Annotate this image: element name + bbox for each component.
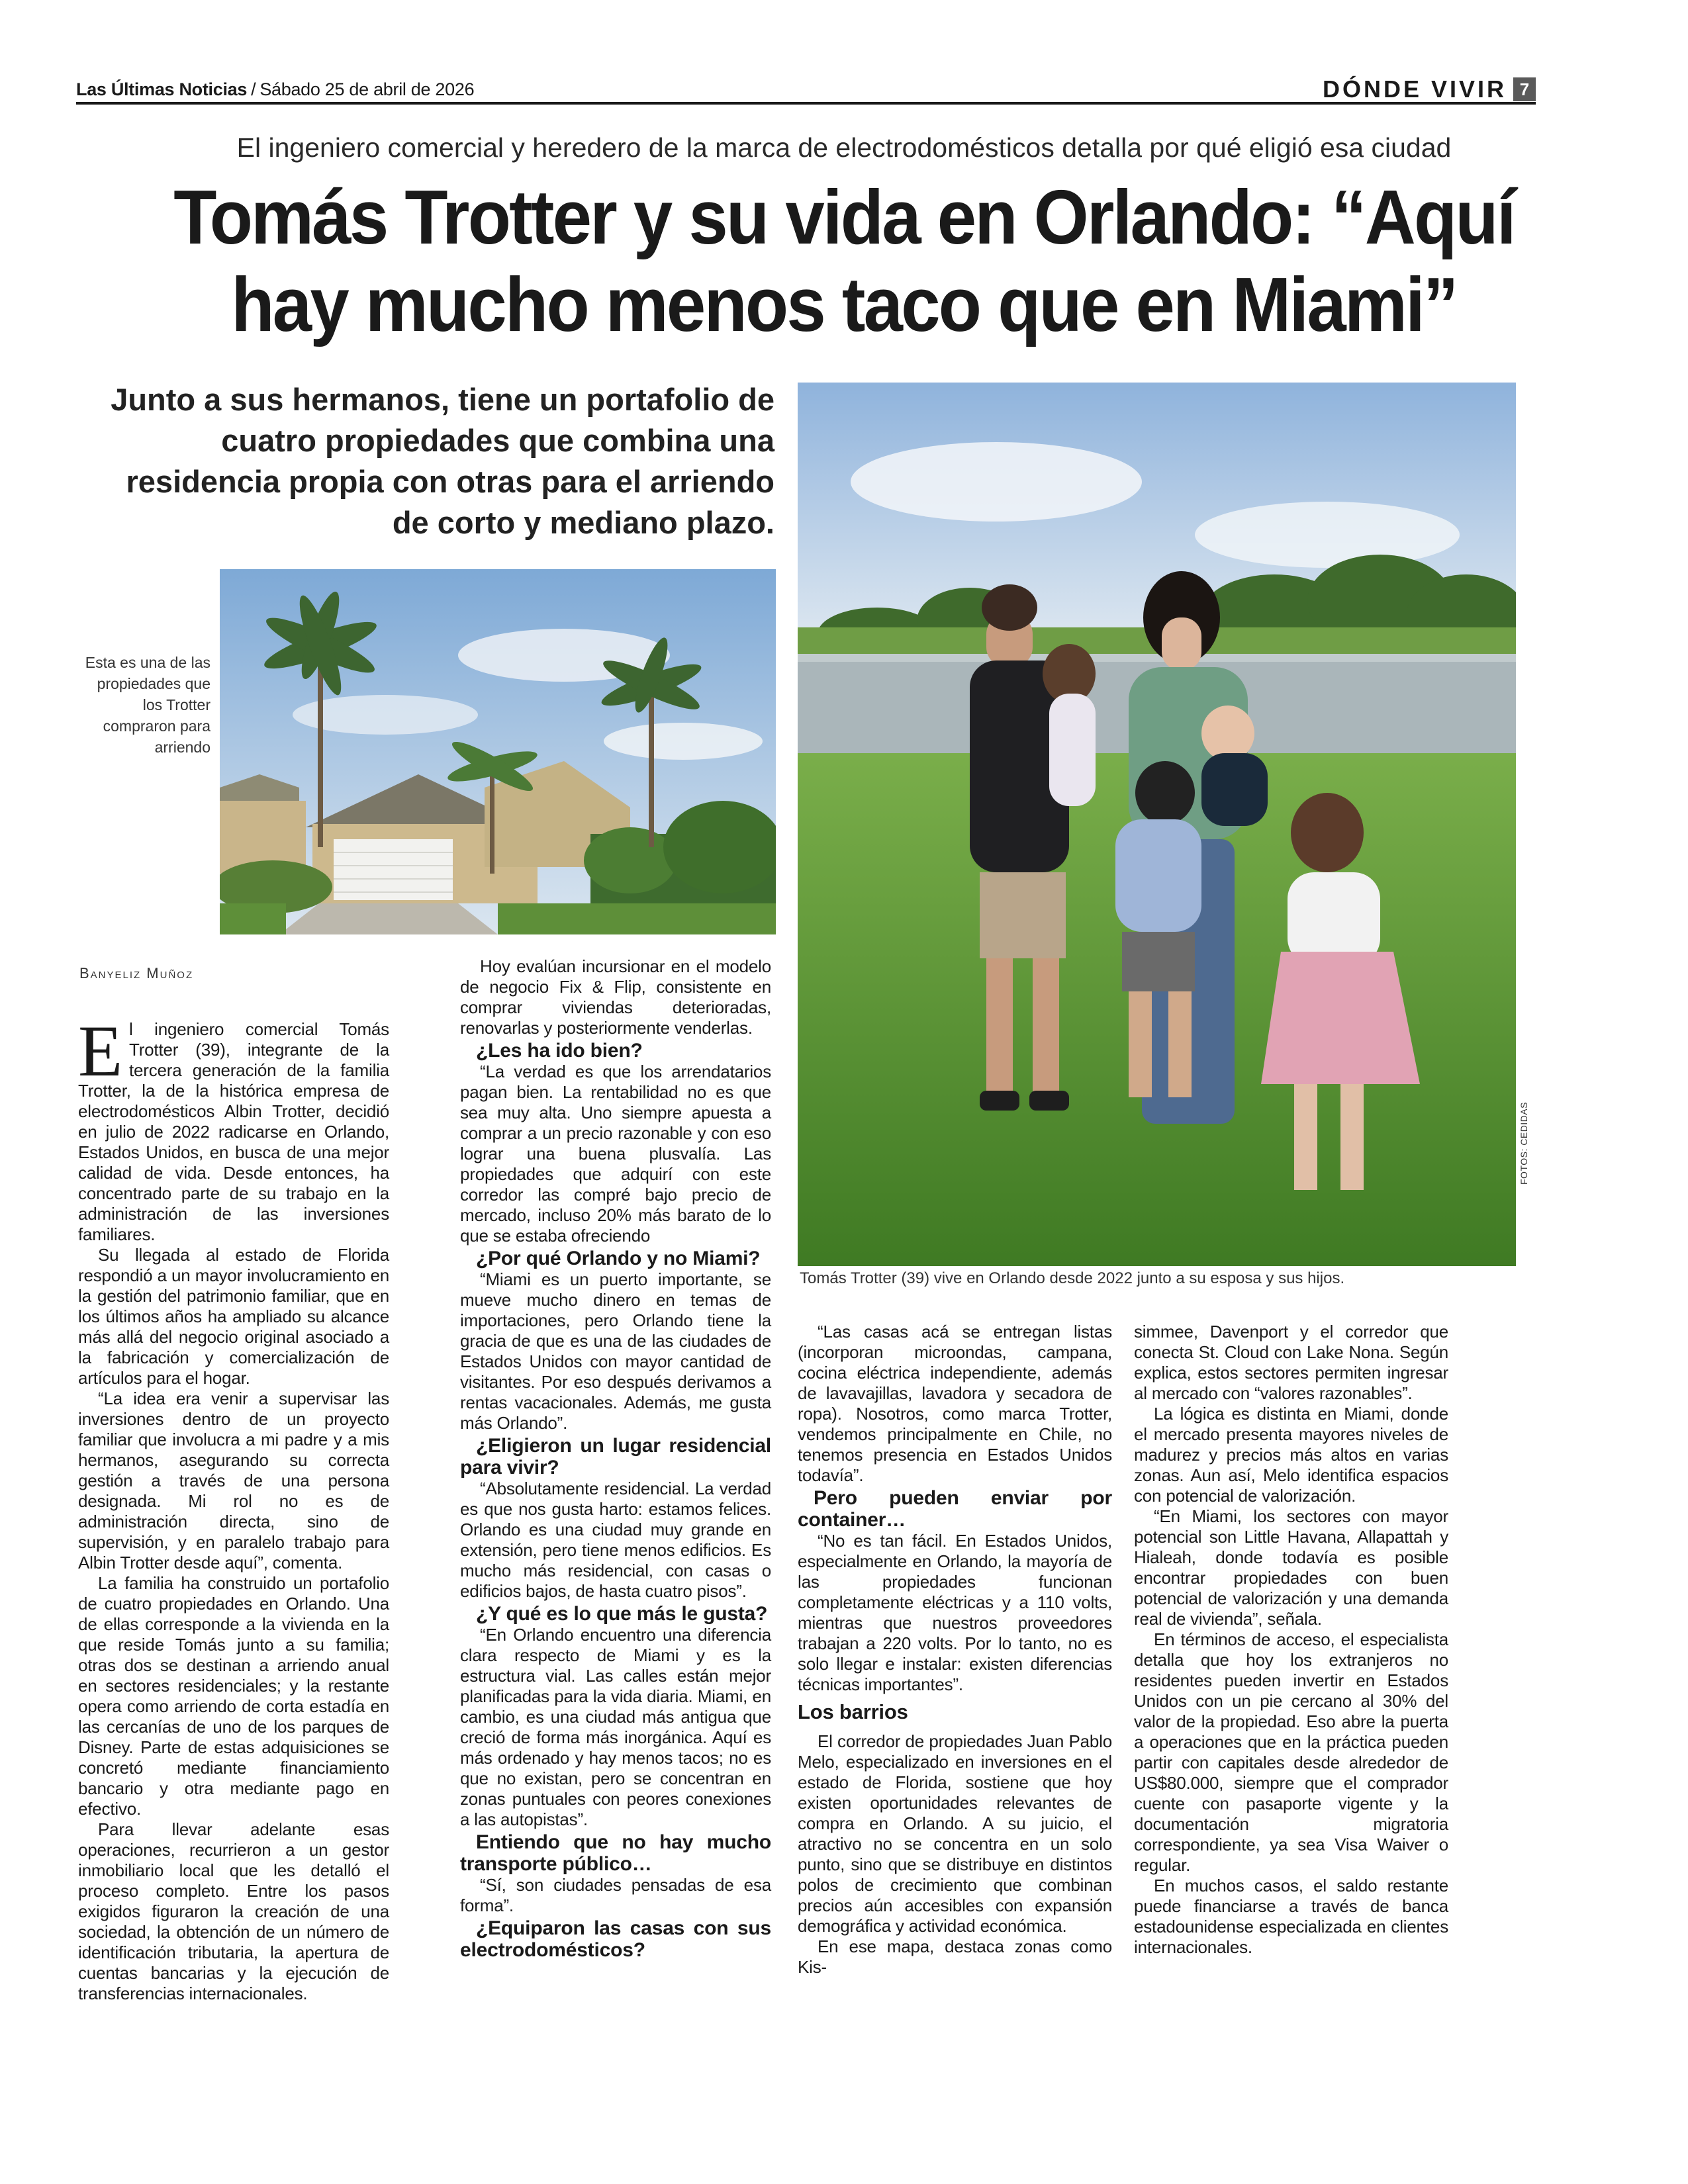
- bajada: Junto a sus hermanos, tiene un portafolio de cuatro propiedades que combina una residencia propia con otras para el arriendo de corto y mediano plazo.: [111, 382, 774, 540]
- answer: “Sí, son ciudades pensadas de esa forma”.: [460, 1875, 771, 1915]
- article-column-1: [78, 1011, 389, 2004]
- paragraph: La familia ha construido un portafolio de cuatro propiedades en Orlando. Una de ellas corresponde a la vivienda en la que reside Tomás junto a su familia; otras dos se destinan a arriendo anual en sectores residenciales; y la restante opera como arriendo de corta estadía en las cercanías de uno de los parques de Disney. Parte de estas adquisiciones se concretó mediante financiamiento bancario y otra mediante pago en efectivo.: [78, 1573, 389, 1819]
- headline: [117, 173, 1572, 348]
- family-caption: Tomás Trotter (39) vive en Orlando desde 2022 junto a su esposa y sus hijos.: [800, 1269, 1345, 1287]
- issue-date: Sábado 25 de abril de 2026: [259, 79, 475, 99]
- house-illustration: [220, 569, 776, 934]
- family-illustration: [798, 383, 1516, 1266]
- question: ¿Por qué Orlando y no Miami?: [476, 1248, 761, 1269]
- paragraph: “Las casas acá se entregan listas (incorporan microondas, campana, cocina eléctrica independiente, además de lavavajillas, lavadora y secadora de ropa). Nosotros, como marca Trotter, vendemos principalmente en Chile, no tenemos presencia en Estados Unidos todavía”.: [798, 1322, 1112, 1485]
- paragraph: En términos de acceso, el especialista detalla que hoy los extranjeros no residentes pueden invertir en Estados Unidos con un pie cercano al 30% del valor de la propiedad. Eso abre la puerta a operaciones que en la práctica pueden partir con capitales desde alrededor de US$80.000, siempre que el comprador cuente con pasaporte vigente y la documentación migratoria correspondiente, ya sea Visa Waiver o regular.: [1134, 1629, 1448, 1875]
- paragraph: El corredor de propiedades Juan Pablo Melo, especializado en inversiones en el estado de Florida, sostiene que hoy existen oportunidades relevantes de compra en Orlando. A su juicio, el atractivo no se concentra en un solo punto, sino que se distribuye en distintos polos de crecimiento que combinan precios aún accesibles con expansión demográfica y actividad económica.: [798, 1731, 1112, 1936]
- headline-line-1: Tomás Trotter y su vida en Orlando: “Aquí: [173, 174, 1515, 260]
- question: ¿Y qué es lo que más le gusta?: [476, 1603, 768, 1625]
- paragraph: “La idea era venir a supervisar las inversiones dentro de un proyecto familiar que involucra a mi padre y a mis hermanos, asegurando su correcta gestión a través de una persona designada. Mi rol no es de administración directa, sino de supervisión, y en paralelo trabajo para Albin Trotter desde aquí”, comenta.: [78, 1388, 389, 1572]
- paragraph: En muchos casos, el saldo restante puede financiarse a través de banca estadounidense especializada en clientes internacionales.: [1134, 1876, 1448, 1957]
- subheading: Los barrios: [798, 1700, 908, 1723]
- question: Entiendo que no hay mucho transporte público…: [460, 1831, 771, 1875]
- paragraph: La lógica es distinta en Miami, donde el mercado presenta mayores niveles de madurez y precios más altos en varias zonas. Aun así, Melo identifica espacios con potencial de valorización.: [1134, 1404, 1448, 1506]
- question: ¿Eligieron un lugar residencial para vivir?: [460, 1435, 771, 1479]
- answer: “Absolutamente residencial. La verdad es que nos gusta harto: estamos felices. Orlando es una ciudad muy grande en extensión, pero tiene menos edificios. Es mucho más residencial, con casas o edificios bajos, de hasta cuatro pisos”.: [460, 1479, 771, 1601]
- question: ¿Equiparon las casas con sus electrodomésticos?: [460, 1917, 771, 1961]
- article-column-3: [798, 1322, 1112, 1978]
- kicker: El ingeniero comercial y heredero de la marca de electrodomésticos detalla por qué eligió esa ciudad: [236, 132, 1452, 163]
- article-column-4: [1134, 1322, 1448, 1958]
- question: ¿Les ha ido bien?: [476, 1040, 643, 1062]
- paragraph: Para llevar adelante esas operaciones, recurrieron a un gestor inmobiliario local que les detalló el proceso completo. Entre los pasos exigidos figuraron la creación de una sociedad, la obtención de un número de identificación tributaria, la apertura de cuentas bancarias y la ejecución de transferencias internacionales.: [78, 1819, 389, 2003]
- headline-line-2: hay mucho menos taco que en Miami”: [231, 261, 1457, 347]
- masthead-separator: /: [251, 79, 256, 99]
- section-name: DÓNDE VIVIR: [1322, 75, 1507, 103]
- paragraph: “En Miami, los sectores con mayor potencial son Little Havana, Allapattah y Hialeah, donde todavía es posible encontrar propiedades con buen potencial de valorización y una demanda real de vivienda”, señala.: [1134, 1506, 1448, 1629]
- answer: “La verdad es que los arrendatarios pagan bien. La rentabilidad no es que sea muy alta. Uno siempre apuesta a comprar a un precio razonable y con eso lograr una buena plusvalía. Las propiedades que adquirí con este corredor las compré bajo precio de mercado, incluso 20% más barato de lo que se estaba ofreciendo: [460, 1062, 771, 1246]
- section-tag: [1323, 75, 1536, 103]
- page-number: 7: [1513, 77, 1536, 101]
- article-column-2: [460, 956, 771, 1961]
- paragraph: [78, 1011, 389, 1245]
- answer: “Miami es un puerto importante, se mueve mucho dinero en temas de importaciones, pero Orlando tiene la gracia de que es una de las ciudades de Estados Unidos con mayor cantidad de visitantes. Por eso después derivamos a rentas vacacionales. Además, me gusta más Orlando”.: [460, 1269, 771, 1433]
- masthead: [76, 74, 1536, 105]
- house-photo: [220, 569, 776, 934]
- paragraph: En ese mapa, destaca zonas como Kis-: [798, 1936, 1112, 1977]
- paragraph: Su llegada al estado de Florida respondió a un mayor involucramiento en la gestión del patrimonio familiar, que en los últimos años ha ampliado su alcance más allá del negocio original asociado a la fabricación y comercialización de artículos para el hogar.: [78, 1245, 389, 1388]
- house-caption: Esta es una de las propiedades que los Trotter compraron para arriendo: [85, 654, 211, 756]
- paragraph: simmee, Davenport y el corredor que conecta St. Cloud con Lake Nona. Según explica, estos sectores permiten ingresar al mercado con “valores razonables”.: [1134, 1322, 1448, 1403]
- photo-credit: FOTOS: CEDIDAS: [1519, 1102, 1529, 1185]
- byline: Banyeliz Muñoz: [79, 965, 194, 981]
- newspaper-name: Las Últimas Noticias: [76, 79, 248, 99]
- paragraph: Hoy evalúan incursionar en el modelo de negocio Fix & Flip, consistente en comprar viviendas deterioradas, renovarlas y posteriormente venderlas.: [460, 956, 771, 1038]
- family-photo: [798, 383, 1516, 1266]
- masthead-info: [76, 79, 474, 100]
- answer: “En Orlando encuentro una diferencia clara respecto de Miami y es la estructura vial. Las calles están mejor planificadas para la vida diaria. Miami, en cambio, es una ciudad más antigua que creció de forma más inorgánica. Aquí es más ordenado y hay menos tacos; no es que no existan, pero se concentran en zonas puntuales con peores conexiones a las autopistas”.: [460, 1625, 771, 1829]
- paragraph-text: l ingeniero comercial Tomás Trotter (39), integrante de la tercera generación de la familia Trotter, la de la histórica empresa de electrodomésticos Albin Trotter, decidió en julio de 2022 radicarse en Orlando, Estados Unidos, en busca de una mejor calidad de vida. Desde entonces, ha concentrado parte de su trabajo en la administración de las inversiones familiares.: [78, 1019, 389, 1244]
- question: Pero pueden enviar por container…: [798, 1487, 1112, 1531]
- answer: “No es tan fácil. En Estados Unidos, especialmente en Orlando, la mayoría de las propiedades funcionan completamente eléctricas y a 110 volts, mientras que nuestros proveedores trabajan a 220 volts. Por lo tanto, no es solo llegar e instalar: existen diferencias técnicas importantes”.: [798, 1531, 1112, 1694]
- drop-cap: E: [78, 1011, 122, 1091]
